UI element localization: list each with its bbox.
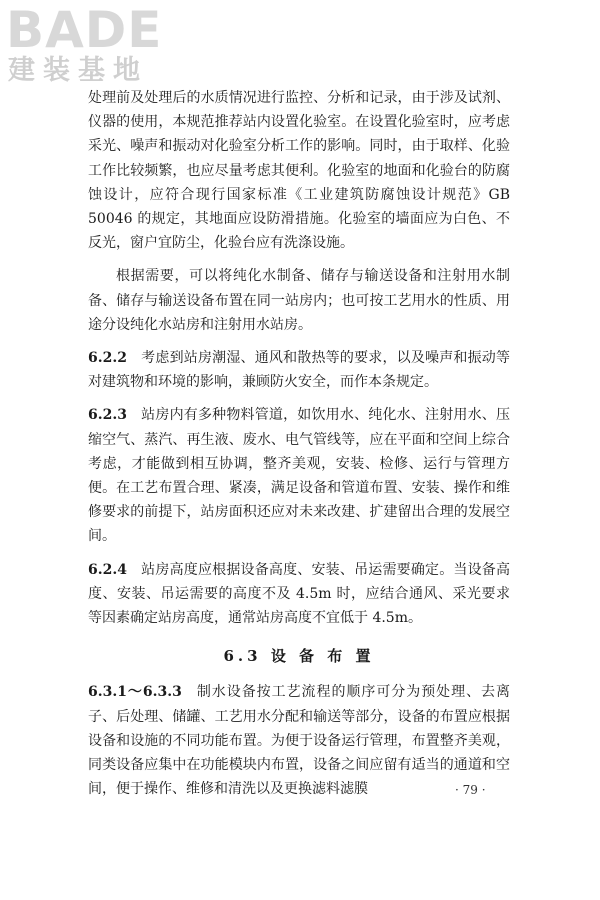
page-number: · 79 ·	[455, 783, 486, 797]
paragraph-layout: 根据需要，可以将纯化水制备、储存与输送设备和注射用水制备、储存与输送设备布置在同一站房内；也可按工艺用水的性质、用途分设纯化水站房和注射用水站房。	[88, 268, 510, 333]
clause-number: 6.3.1～6.3.3	[88, 684, 182, 701]
paragraph-continued: 处理前及处理后的水质情况进行监控、分析和记录，由于涉及试剂、仪器的使用，本规范推荐站内设置化验室。在设置化验室时，应考虑采光、噪声和振动对化验室分析工作的影响。同时，由于取样、化验工作比较频繁，也应尽量考虑其便利。化验室的地面和化验台的防腐蚀设计，应符合现行国家标准《工业建筑防腐蚀设计规范》GB 50046 的规定，其地面应设防滑措施。化验室的墙面应为白色、不反光，窗户宜防尘，化验台应有洗涤设施。	[88, 90, 510, 252]
logo-brand: BADE	[6, 4, 163, 59]
bade-logo	[6, 4, 176, 90]
clause-6-2-3	[88, 403, 510, 548]
clause-text: 站房内有多种物料管道，如饮用水、纯化水、注射用水、压缩空气、蒸汽、再生液、废水、电气管线等，应在平面和空间上综合考虑，才能做到相互协调，整齐美观，安装、检修、运行与管理方便。在工艺布置合理、紧凑，满足设备和管道布置、安装、操作和维修要求的前提下，站房面积还应对未来改建、扩建留出合理的发展空间。	[88, 407, 510, 545]
clause-number: 6.2.3	[88, 407, 127, 424]
clause-text: 制水设备按工艺流程的顺序可分为预处理、去离子、后处理、储罐、工艺用水分配和输送等部分，设备的布置应根据设备和设施的不同功能布置。为便于设备运行管理，布置整齐美观，同类设备应集中在功能模块内布置，设备之间应留有适当的通道和空间，便于操作、维修和清洗以及更换滤料滤膜	[88, 684, 511, 798]
logo-subtitle: 建装基地	[8, 55, 148, 86]
clause-number: 6.2.4	[88, 561, 127, 578]
clause-6-2-2	[88, 346, 510, 394]
clause-6-3-1	[88, 680, 510, 801]
clause-6-2-4	[88, 558, 510, 631]
page-body	[88, 86, 510, 801]
section-heading: 6.3 设 备 布 置	[223, 647, 375, 666]
clause-text: 考虑到站房潮湿、通风和散热等的要求，以及噪声和振动等对建筑物和环境的影响，兼顾防火安全，而作本条规定。	[88, 350, 510, 391]
clause-text: 站房高度应根据设备高度、安装、吊运需要确定。当设备高度、安装、吊运需要的高度不及 4.5m 时，应结合通风、采光要求等因素确定站房高度，通常站房高度不宜低于 4.5m。	[88, 561, 510, 627]
clause-number: 6.2.2	[88, 350, 127, 367]
